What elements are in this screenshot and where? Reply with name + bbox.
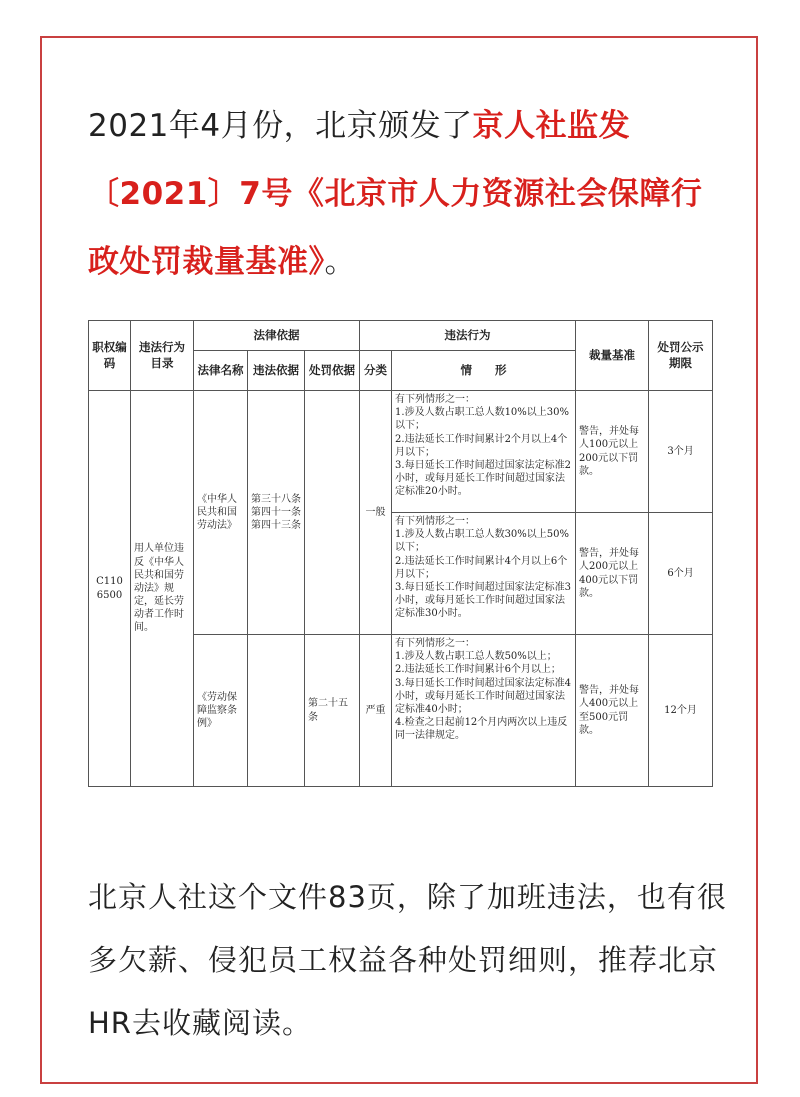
situation-3-line: 1.涉及人数占职工总人数50%以上； bbox=[395, 651, 557, 663]
cell-standard-2: 警告，并处每人200元以上400元以下罚款。 bbox=[576, 513, 649, 635]
intro-paragraph bbox=[88, 92, 718, 296]
cell-law1: 《中华人民共和国劳动法》 bbox=[194, 391, 248, 635]
cell-situation-3 bbox=[392, 635, 576, 787]
situation-2-line: 1.涉及人数占职工总人数30%以上50%以下； bbox=[395, 529, 570, 554]
header-code: 职权编码 bbox=[89, 321, 131, 391]
situation-2-line: 有下列情形之一： bbox=[395, 516, 476, 527]
header-law-name: 法律名称 bbox=[194, 351, 248, 391]
table-row bbox=[89, 391, 713, 513]
situation-2-line: 3.每日延长工作时间超过国家法定标准3小时，或每月延长工作时间超过国家法定标准30小时。 bbox=[395, 581, 571, 620]
cell-category-serious: 严重 bbox=[360, 635, 392, 787]
cell-standard-3: 警告，并处每人400元以上至500元罚款。 bbox=[576, 635, 649, 787]
situation-3-line: 3.每日延长工作时间超过国家法定标准4小时，或每月延长工作时间超过国家法定标准40小时； bbox=[395, 677, 571, 715]
header-legal-basis: 法律依据 bbox=[194, 321, 360, 351]
situation-1-line: 3.每日延长工作时间超过国家法定标准2小时，或每月延长工作时间超过国家法定标准20小时。 bbox=[395, 459, 571, 498]
situation-2-line: 2.违法延长工作时间累计4个月以上6个月以下； bbox=[395, 555, 568, 580]
situation-1-line: 1.涉及人数占职工总人数10%以上30%以下； bbox=[395, 407, 570, 432]
cell-law2: 《劳动保障监察条例》 bbox=[194, 635, 248, 787]
cell-situation-1 bbox=[392, 391, 576, 513]
situation-3-line: 2.违法延长工作时间累计6个月以上； bbox=[395, 664, 561, 676]
penalty-table-container bbox=[88, 320, 712, 787]
document-title-highlight: 京人社监发〔2021〕7号《北京市人力资源社会保障行政处罚裁量基准》 bbox=[88, 108, 703, 280]
situation-1-line: 有下列情形之一： bbox=[395, 394, 476, 405]
header-standard: 裁量基准 bbox=[576, 321, 649, 391]
cell-code: C110 6500 bbox=[89, 391, 131, 787]
header-publicity: 处罚公示期限 bbox=[649, 321, 713, 391]
cell-standard-1: 警告，并处每人100元以上200元以下罚款。 bbox=[576, 391, 649, 513]
cell-publicity-1: 3个月 bbox=[649, 391, 713, 513]
intro-end: 。 bbox=[324, 244, 356, 280]
cell-law1-articles: 第三十八条第四十一条第四十三条 bbox=[248, 391, 305, 635]
penalty-table bbox=[88, 320, 713, 787]
situation-1-line: 2.违法延长工作时间累计2个月以上4个月以下； bbox=[395, 433, 568, 458]
cell-law2-penalty: 第二十五条 bbox=[305, 635, 360, 787]
cell-law1-penalty bbox=[305, 391, 360, 635]
cell-situation-2 bbox=[392, 513, 576, 635]
situation-3-line: 4.检查之日起前12个月内两次以上违反同一法律规定。 bbox=[395, 717, 568, 742]
situation-3-line: 有下列情形之一： bbox=[395, 638, 476, 649]
header-violation-basis: 违法依据 bbox=[248, 351, 305, 391]
header-penalty-basis: 处罚依据 bbox=[305, 351, 360, 391]
cell-category-general: 一般 bbox=[360, 391, 392, 635]
cell-publicity-3: 12个月 bbox=[649, 635, 713, 787]
cell-law2-articles bbox=[248, 635, 305, 787]
header-catalog: 违法行为目录 bbox=[131, 321, 194, 391]
header-violation: 违法行为 bbox=[360, 321, 576, 351]
outro-paragraph: 北京人社这个文件83页，除了加班违法，也有很多欠薪、侵犯员工权益各种处罚细则，推荐北京HR去收藏阅读。 bbox=[88, 880, 727, 1040]
header-situation: 情 形 bbox=[392, 351, 576, 391]
intro-text: 2021年4月份，北京颁发了 bbox=[88, 108, 473, 144]
header-category: 分类 bbox=[360, 351, 392, 391]
cell-catalog: 用人单位违反《中华人民共和国劳动法》规定，延长劳动者工作时间。 bbox=[131, 391, 194, 787]
cell-publicity-2: 6个月 bbox=[649, 513, 713, 635]
